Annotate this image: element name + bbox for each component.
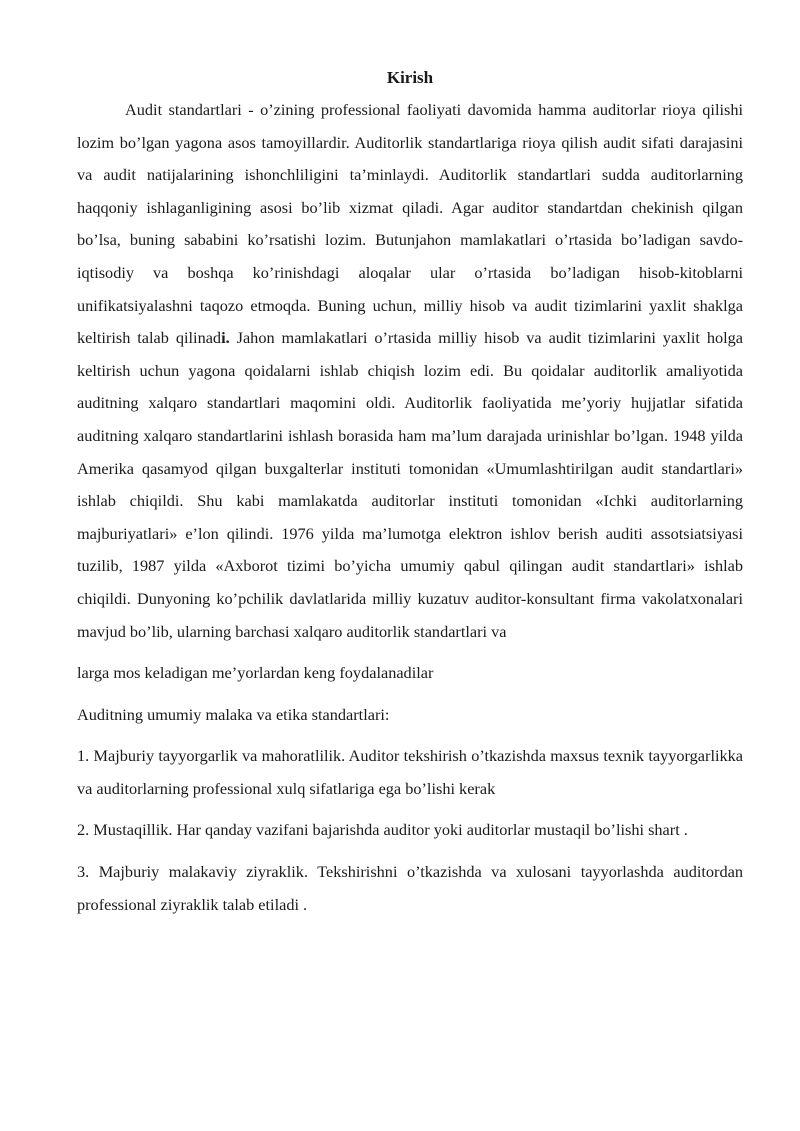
section-heading: Auditning umumiy malaka va etika standartlari: xyxy=(77,704,390,724)
continuation-paragraph: larga mos keladigan me’yorlardan keng foydalanadilar xyxy=(77,663,434,683)
intro-text: Audit standartlari - o’zining professional faoliyati davomida hamma auditorlar rioya qilishi lozim bo’lgan yagona asos tamoyillardir. Auditorlik standartlariga rioya qilish audit sifati darajasini va audit natijalarining ishonchliligini ta’minlaydi. Auditorlik standartlari sudda auditorlarning haqqoniy ishlaganligining asosi bo’lib xizmat qiladi. Agar auditor standartdan chekinish qilgan bo’lsa, buning sababini ko’rsatishi lozim. Butunjahon mamlakatlari o’rtasida bo’ladigan savdo-iqtisodiy va boshqa ko’rinishdagi aloqalar ular o’rtasida bo’ladigan hisob-kitoblarni unifikatsiyalashni taqozo etmoqda. Buning uchun, milliy hisob va audit tizimlarini yaxlit shaklga keltirish talab qilinad xyxy=(77,100,743,348)
list-item: 2. Mustaqillik. Har qanday vazifani bajarishda auditor yoki auditorlar mustaqil bo’lishi shart . xyxy=(77,820,688,840)
intro-text-rest: Jahon mamlakatlari o’rtasida milliy hisob va audit tizimlarini yaxlit holga keltirish uchun yagona qoidalarni ishlab chiqish lozim edi. Bu qoidalar auditorlik amaliyotida auditning xalqaro standartlari maqomini oldi. Auditorlik faoliyatida me’yoriy hujjatlar sifatida auditning xalqaro standartlarini ishlash borasida ham ma’lum darajada urinishlar bo’lgan. 1948 yilda Amerika qasamyod qilgan buxgalterlar instituti tomonidan «Umumlashtirilgan audit standartlari» ishlab chiqildi. Shu kabi mamlakatda auditorlar instituti tomonidan «Ichki auditorlarning majburiyatlari» e’lon qilindi. 1976 yilda ma’lumotga elektron ishlov berish auditi assotsiatsiyasi tuzilib, 1987 yilda «Axborot tizimi bo’yicha umumiy qabul qilingan audit standartlari» ishlab chiqildi. Dunyoning ko’pchilik davlatlarida milliy kuzatuv auditor-konsultant firma vakolatxonalari mavjud bo’lib, ularning barchasi xalqaro auditorlik standartlari va xyxy=(77,328,743,641)
list-item: 3. Majburiy malakaviy ziyraklik. Tekshirishni o’tkazishda va xulosani tayyorlashda auditordan professional ziyraklik talab etiladi . xyxy=(77,862,743,914)
intro-paragraph xyxy=(77,94,743,648)
document-body xyxy=(77,64,743,921)
list-item: 1. Majburiy tayyorgarlik va mahoratlilik. Auditor tekshirish o’tkazishda maxsus texnik tayyorgarlikka va auditorlarning professional xulq sifatlariga ega bo’lishi kerak xyxy=(77,746,743,798)
intro-bold-letter: i. xyxy=(221,328,230,348)
page-title: Kirish xyxy=(386,68,434,87)
